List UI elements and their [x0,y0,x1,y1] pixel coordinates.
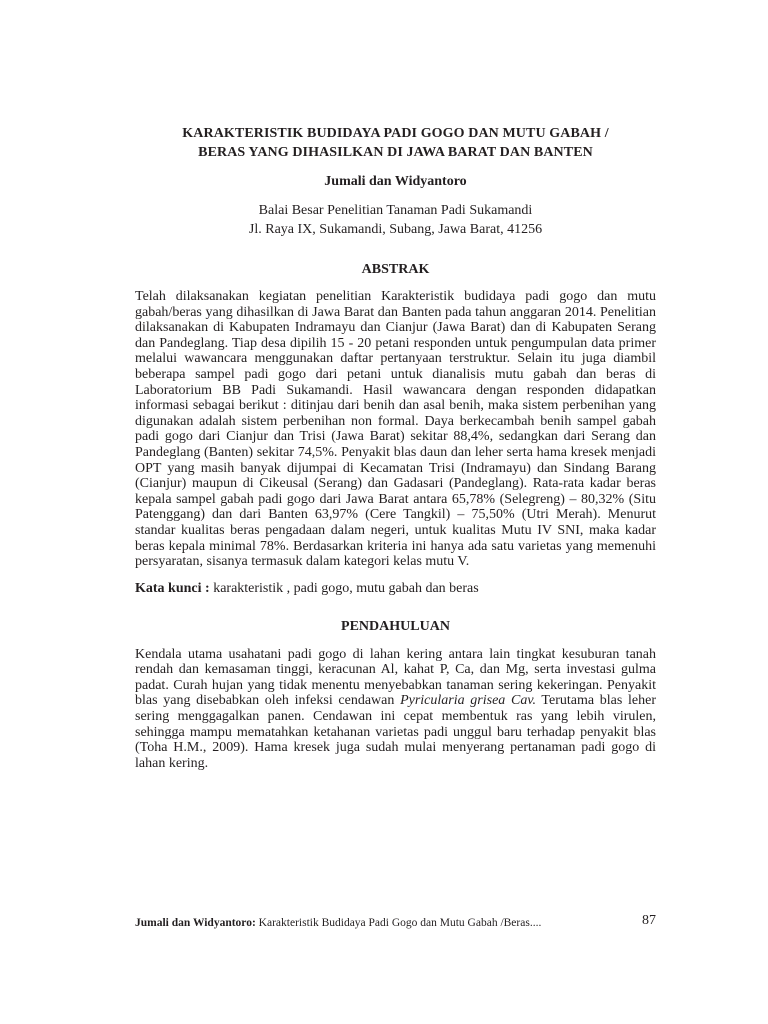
keywords-text: karakteristik , padi gogo, mutu gabah dan beras [209,580,479,596]
introduction-text [135,647,656,772]
keywords [135,580,656,598]
abstract-heading: ABSTRAK [361,262,430,277]
affiliation-line-2: Jl. Raya IX, Sukamandi, Subang, Jawa Barat, 41256 [248,222,543,237]
title-line-1: KARAKTERISTIK BUDIDAYA PADI GOGO DAN MUTU GABAH / [182,126,609,141]
page-number: 87 [642,913,656,928]
page-footer [135,914,656,932]
intro-text-part-1: Kendala utama usahatani padi gogo di lahan kering antara lain tingkat kesuburan tanah rendah dan kemasaman tinggi, keracunan Al, kahat P, Ca, dan Mg, serta investasi gulma padat. Curah hujan yang tidak menentu menyebabkan tanaman sering kekeringan. Penyakit blas yang disebabkan oleh infeksi cendawan [135,646,656,709]
keywords-label: Kata kunci : [135,580,210,596]
intro-text-part-2: Terutama blas leher sering menggagalkan panen. Cendawan ini cepat membentuk ras yang lebih virulen, sehingga mampu mematahkan ketahanan varietas padi unggul baru terhadap penyakit blas (Toha H.M., 2009). Hama kresek juga sudah mulai menyerang pertanaman padi gogo di lahan kering. [135,693,657,771]
affiliation-line-1: Balai Besar Penelitian Tanaman Padi Sukamandi [258,203,533,218]
abstract-text: Telah dilaksanakan kegiatan penelitian Karakteristik budidaya padi gogo dan mutu gabah/beras yang dihasilkan di Jawa Barat dan Banten pada tahun anggaran 2014. Penelitian dilaksanakan di Kabupaten Indramayu dan Cianjur (Jawa Barat) dan di Kabupaten Serang dan Pandeglang. Tiap desa dipilih 15 - 20 petani responden untuk pengumpulan data primer melalui wawancara menggunakan daftar pertanyaan terstruktur. Selain itu juga diambil beberapa sampel padi gogo dari petani untuk dianalisis mutu gabah dan beras di Laboratorium BB Padi Sukamandi. Hasil wawancara dengan responden didapatkan informasi sebagai berikut : ditinjau dari benih dan asal benih, maka sistem perbenihan yang digunakan adalah sistem perbenihan non formal. Daya berkecambah benih sampel gabah padi gogo dari Cianjur dan Trisi (Jawa Barat) sekitar 88,4%, sedangkan dari Serang dan Pandeglang (Banten) sekitar 74,5%. Penyakit blas daun dan leher serta hama kresek menjadi OPT yang masih banyak dijumpai di Kecamatan Trisi (Indramayu) dan Sindang Barang (Cianjur) maupun di Cikeusal (Serang) dan Gadasari (Pandeglang). Rata-rata kadar beras kepala sampel gabah padi gogo dari Jawa Barat antara 65,78% (Selegreng) – 80,32% (Situ Patenggang) dan dari Banten 63,97% (Cere Tangkil) – 75,50% (Utri Merah). Menurut standar kualitas beras pengadaan dalam negeri, untuk kualitas Mutu IV SNI, maka kadar beras kepala minimal 78%. Berdasarkan kriteria ini hanya ada satu varietas yang memenuhi persyaratan, sisanya termasuk dalam kategori kelas mutu V. [135,289,656,570]
introduction-heading: PENDAHULUAN [341,618,450,634]
footer-authors: Jumali dan Widyantoro: [135,917,256,929]
intro-text-species: Pyricularia grisea Cav. [400,693,536,709]
affiliation [135,201,656,239]
paper-title [135,124,656,162]
title-line-2: BERAS YANG DIHASILKAN DI JAWA BARAT DAN BANTEN [198,145,593,160]
author-names: Jumali dan Widyantoro [324,174,467,189]
footer-running-title: Karakteristik Budidaya Padi Gogo dan Mutu Gabah /Beras.... [255,917,542,929]
